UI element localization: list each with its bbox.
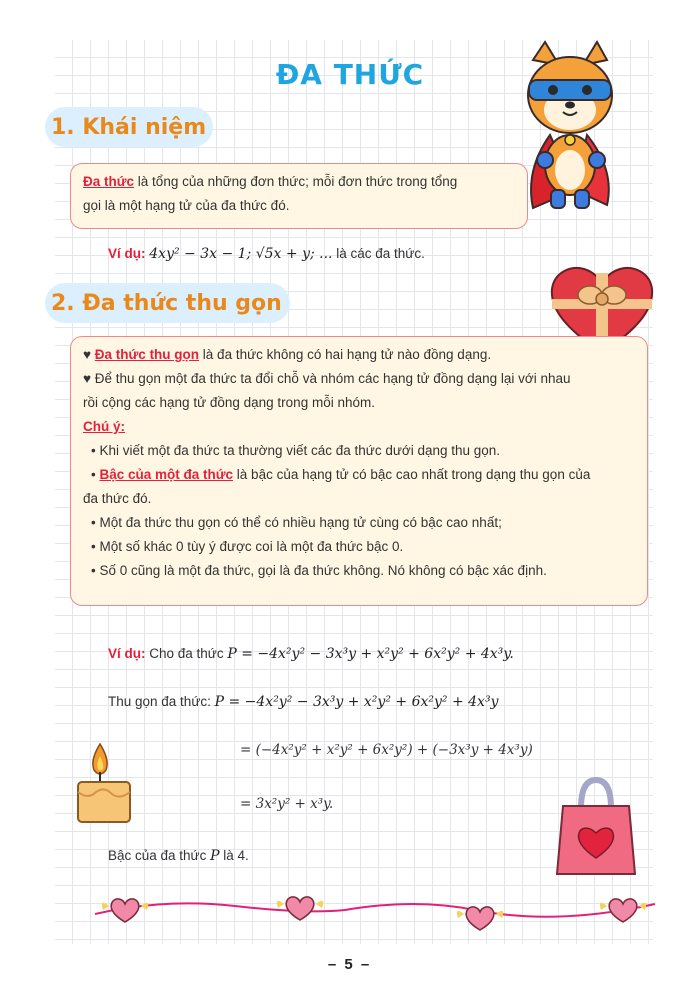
- section2-heading: [45, 283, 290, 323]
- note-label: Chú ý:: [83, 419, 125, 434]
- degree-post: là 4.: [219, 848, 249, 863]
- note5: [83, 559, 635, 583]
- collect-step2: = (−4x²y² + x²y² + 6x²y²) + (−3x³y + 4x³y): [240, 742, 533, 758]
- degree-pre: Bậc của đa thức: [108, 848, 211, 863]
- dot-bullet-icon: •: [91, 443, 100, 458]
- section1-heading: [45, 107, 213, 147]
- section1-heading-text: 1. Khái niệm: [51, 114, 207, 140]
- bullet2-line2: rồi cộng các hạng tử đồng dạng trong mỗi nhóm.: [83, 395, 375, 410]
- example2-poly: P = −4x²y² − 3x³y + x²y² + 6x²y² + 4x³y.: [227, 646, 514, 662]
- definition-term: Đa thức: [83, 174, 135, 189]
- candle-illustration: [74, 742, 134, 824]
- note5-text: Số 0 cũng là một đa thức, gọi là đa thức không. Nó không có bậc xác định.: [99, 563, 547, 578]
- heart-bullet-icon: ♥: [83, 371, 95, 386]
- example1-label: Ví dụ:: [108, 246, 146, 261]
- bullet2-line1: Để thu gọn một đa thức ta đổi chỗ và nhóm các hạng tử đồng dạng lại với nhau: [94, 371, 571, 386]
- example1: [108, 246, 425, 262]
- note1-text: Khi viết một đa thức ta thường viết các đa thức dưới dạng thu gọn.: [99, 443, 501, 458]
- definition-line-1: [83, 170, 515, 194]
- page-title: ĐA THỨC: [275, 58, 425, 91]
- dot-bullet-icon: •: [91, 467, 100, 482]
- bullet1: [83, 343, 635, 367]
- collect-line: [108, 694, 498, 710]
- note3: [83, 511, 635, 535]
- winged-heart-icon: [457, 907, 503, 930]
- note2: [83, 463, 635, 487]
- heart-bag-illustration: [555, 776, 637, 878]
- collect-intro: Thu gọn đa thức:: [108, 694, 215, 709]
- dot-bullet-icon: •: [91, 563, 100, 578]
- reduced-polynomial-box: [70, 336, 648, 606]
- heart-bullet-icon: ♥: [83, 347, 95, 362]
- collect-poly: P = −4x²y² − 3x³y + x²y² + 6x²y² + 4x³y: [214, 694, 499, 710]
- dot-bullet-icon: •: [91, 515, 100, 530]
- winged-heart-icon: [600, 899, 646, 922]
- example2-intro: [108, 646, 514, 662]
- collect-step3: = 3x²y² + x³y.: [240, 796, 334, 812]
- example2-label: Ví dụ:: [108, 646, 146, 661]
- bullet1-text: là đa thức không có hai hạng tử nào đồng dạng.: [199, 347, 492, 362]
- note4: [83, 535, 635, 559]
- bullet1-term: Đa thức thu gọn: [94, 347, 200, 362]
- example1-math: 4xy² − 3x − 1; √5x + y; ...: [149, 246, 333, 262]
- example1-tail: là các đa thức.: [332, 246, 425, 261]
- definition-text: là tổng của những đơn thức; mỗi đơn thức trong tổng: [134, 174, 458, 189]
- bullet2: [83, 367, 635, 391]
- note3-text: Một đa thức thu gọn có thể có nhiều hạng tử cùng có bậc cao nhất;: [99, 515, 502, 530]
- note2-term: Bậc của một đa thức: [99, 467, 234, 482]
- degree-line: [108, 848, 249, 864]
- page-number: – 5 –: [327, 956, 372, 973]
- definition-line-2: gọi là một hạng tử của đa thức đó.: [83, 198, 290, 213]
- degree-var: P: [210, 848, 220, 864]
- decorative-wave-hearts: [95, 880, 655, 940]
- note2-line2: đa thức đó.: [83, 491, 152, 506]
- note1: [83, 439, 635, 463]
- note2-text: là bậc của hạng tử có bậc cao nhất trong dạng thu gọn của: [233, 467, 591, 482]
- note4-text: Một số khác 0 tùy ý được coi là một đa thức bậc 0.: [99, 539, 404, 554]
- example2-intro-text: Cho đa thức: [145, 646, 228, 661]
- definition-box: [70, 163, 528, 229]
- section2-heading-text: 2. Đa thức thu gọn: [51, 290, 282, 316]
- shiba-hero-illustration: [515, 40, 625, 215]
- winged-heart-icon: [277, 897, 323, 920]
- dot-bullet-icon: •: [91, 539, 100, 554]
